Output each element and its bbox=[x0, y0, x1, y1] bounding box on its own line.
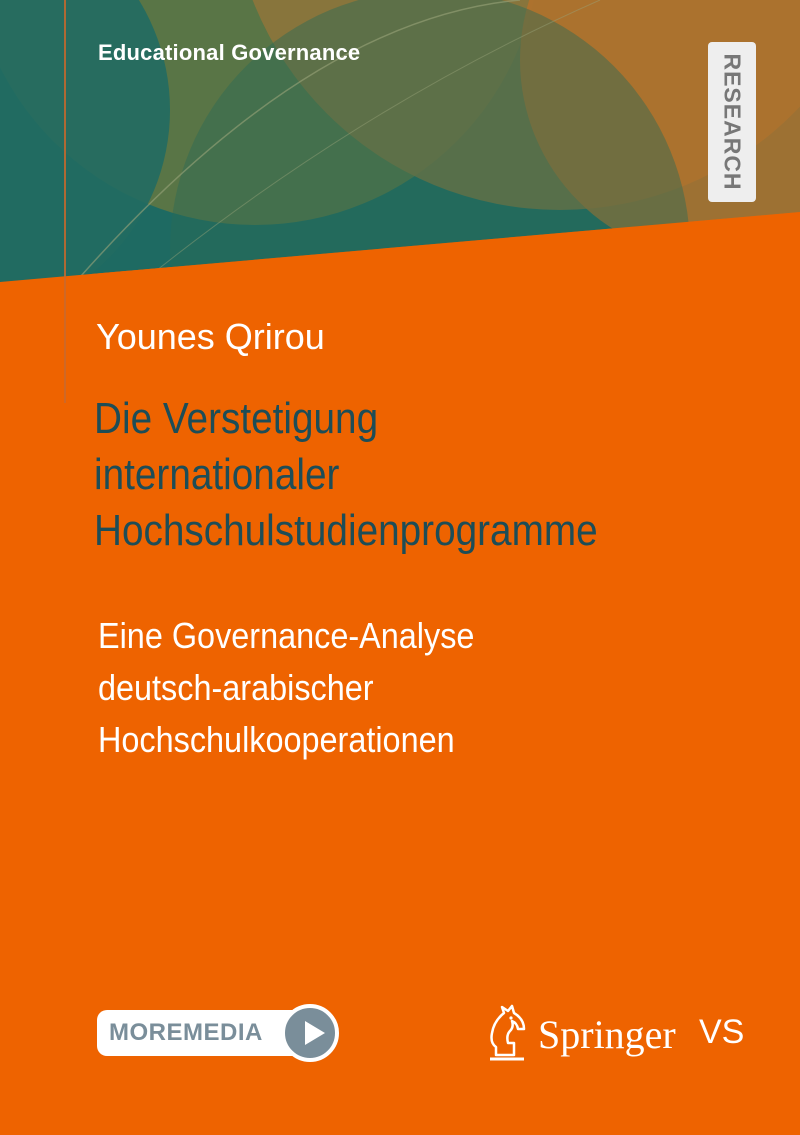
title-line: internationaler bbox=[94, 450, 340, 499]
publisher-name: Springer bbox=[538, 1012, 676, 1057]
moremedia-label: MOREMEDIA bbox=[109, 1019, 263, 1046]
subtitle-line: Eine Governance-Analyse bbox=[98, 615, 475, 656]
title-line: Hochschulstudienprogramme bbox=[94, 506, 598, 555]
play-icon bbox=[281, 1004, 339, 1062]
moremedia-button[interactable] bbox=[97, 1004, 341, 1062]
title-line: Die Verstetigung bbox=[94, 394, 379, 443]
series-name: Educational Governance bbox=[98, 40, 361, 65]
decorative-vertical-line bbox=[64, 0, 66, 403]
research-badge bbox=[708, 42, 756, 202]
research-badge-label: RESEARCH bbox=[719, 53, 746, 191]
author-name: Younes Qrirou bbox=[96, 316, 325, 357]
book-subtitle bbox=[98, 610, 474, 766]
subtitle-line: Hochschulkooperationen bbox=[98, 719, 455, 760]
springer-horse-logo bbox=[484, 1003, 530, 1061]
publisher-imprint: VS bbox=[699, 1013, 745, 1051]
book-title bbox=[94, 391, 701, 559]
subtitle-line: deutsch-arabischer bbox=[98, 667, 374, 708]
